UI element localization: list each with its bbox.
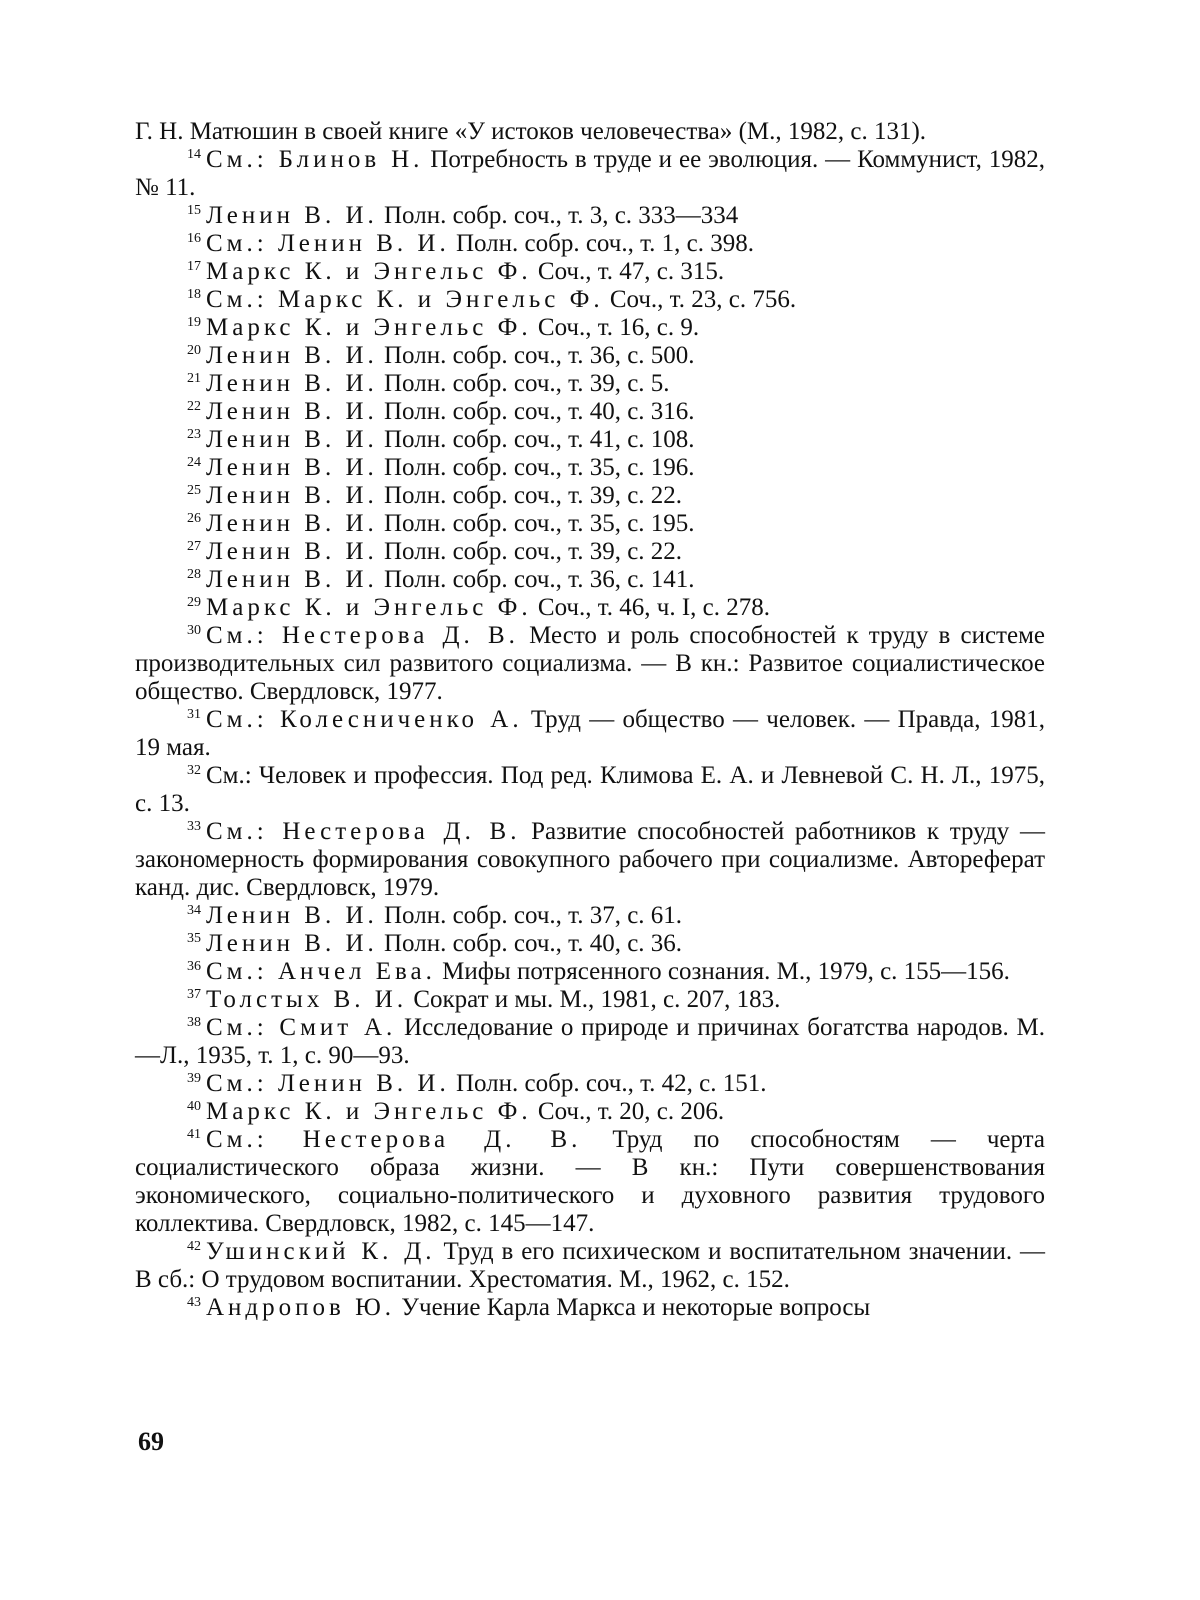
footnote-text: Развитие способностей работников к труду — закономерность формирования совокупного рабочего при социализме. Автореферат канд. дис. Свердловск, 1979. [135,818,1045,901]
footnote-text: Полн. собр. соч., т. 35, с. 195. [377,510,695,537]
footnote-author: Ленин В. И. [206,538,378,565]
footnote-author: Маркс К. и Энгельс Ф. [206,594,532,621]
footnote-text: Полн. собр. соч., т. 39, с. 5. [377,370,670,397]
footnote [135,342,1045,370]
footnote-number: 36 [187,959,201,974]
footnote-number: 23 [187,427,201,442]
footnote-number: 42 [187,1239,201,1254]
footnotes-list [135,118,1045,1322]
footnote [135,762,1045,818]
footnote-text: См.: Человек и профессия. Под ред. Климова Е. А. и Левневой С. Н. Л., 1975, с. 13. [135,762,1045,817]
footnote-text: Исследование о природе и причинах богатства народов. М.—Л., 1935, т. 1, с. 90—93. [135,1014,1045,1069]
footnote-number: 29 [187,595,201,610]
footnote-number: 16 [187,231,201,246]
footnote-text: Г. Н. Матюшин в своей книге «У истоков человечества» (М., 1982, с. 131). [135,118,927,145]
footnote-text: Место и роль способностей к труду в системе производительных сил развитого социализма. — В кн.: Развитое социалистическое общество. Свердловск, 1977. [135,622,1045,705]
footnote-number: 21 [187,371,201,386]
footnote [135,594,1045,622]
footnote [135,426,1045,454]
footnote-author: Маркс К. и Энгельс Ф. [206,258,532,285]
footnote-text: Мифы потрясенного сознания. М., 1979, с. 155—156. [435,958,1010,985]
footnote-text: Соч., т. 16, с. 9. [531,314,700,341]
footnote-author: Ленин В. И. [206,454,378,481]
footnote-text: Полн. собр. соч., т. 39, с. 22. [377,538,683,565]
footnote-author: Маркс К. и Энгельс Ф. [206,1098,532,1125]
footnote-author: Маркс К. и Энгельс Ф. [206,314,532,341]
footnote-number: 35 [187,931,201,946]
page-number: 69 [138,1427,164,1456]
footnote-text: Полн. собр. соч., т. 41, с. 108. [377,426,695,453]
footnote-text: Соч., т. 23, с. 756. [603,286,797,313]
footnote [135,454,1045,482]
footnote-number: 19 [187,315,201,330]
footnote-number: 14 [187,147,201,162]
footnote-author: Толстых В. И. [206,986,408,1013]
footnote-number: 20 [187,343,201,358]
footnote [135,986,1045,1014]
footnote-text: Полн. собр. соч., т. 3, с. 333—334 [377,202,739,229]
footnote-author: См.: Ленин В. И. [206,1070,450,1097]
footnote-text: Полн. собр. соч., т. 36, с. 141. [377,566,695,593]
footnote-number: 39 [187,1071,201,1086]
footnote-number: 28 [187,567,201,582]
footnote-author: Ленин В. И. [206,342,378,369]
footnote-author: Ушинский К. Д. [206,1238,436,1265]
footnote-author: Ленин В. И. [206,566,378,593]
footnote-number: 26 [187,511,201,526]
footnote-author: См.: Смит А. [206,1014,397,1041]
footnote [135,538,1045,566]
footnote [135,202,1045,230]
footnote-text: Труд в его психическом и воспитательном значении. — В сб.: О трудовом воспитании. Хрестоматия. М., 1962, с. 152. [135,1238,1045,1293]
footnote-author: Андропов Ю. [206,1294,396,1321]
footnote-author: Ленин В. И. [206,370,378,397]
footnote-author: Ленин В. И. [206,930,378,957]
footnote [135,902,1045,930]
footnote-text: Полн. собр. соч., т. 35, с. 196. [377,454,695,481]
footnote [135,1014,1045,1070]
footnote [135,566,1045,594]
footnote-text: Полн. собр. соч., т. 42, с. 151. [449,1070,767,1097]
footnote-text: Полн. собр. соч., т. 40, с. 316. [377,398,695,425]
footnote [135,958,1045,986]
footnote-number: 17 [187,259,201,274]
footnote [135,818,1045,902]
footnote-author: См.: Анчел Ева. [206,958,436,985]
footnote-text: Полн. собр. соч., т. 37, с. 61. [377,902,683,929]
footnote-author: См.: Блинов Н. [206,146,424,173]
footnote [135,1070,1045,1098]
footnote-number: 18 [187,287,201,302]
footnote-text: Сократ и мы. М., 1981, с. 207, 183. [407,986,781,1013]
footnote [135,622,1045,706]
footnote-text: Труд — общество — человек. — Правда, 1981, 19 мая. [135,706,1045,761]
footnote-number: 38 [187,1015,201,1030]
footnote-number: 40 [187,1099,201,1114]
footnote-number: 41 [187,1127,201,1142]
footnote [135,510,1045,538]
footnote [135,930,1045,958]
footnote-text: Соч., т. 20, с. 206. [531,1098,725,1125]
footnote-text: Полн. собр. соч., т. 1, с. 398. [449,230,754,257]
footnote-number: 31 [187,707,201,722]
footnote-author: См.: Ленин В. И. [206,230,450,257]
footnote-author: Ленин В. И. [206,426,378,453]
footnote-text: Полн. собр. соч., т. 39, с. 22. [377,482,683,509]
footnote-number: 32 [187,763,201,778]
footnote [135,1098,1045,1126]
footnote [135,482,1045,510]
footnote-number: 33 [187,819,201,834]
footnote [135,706,1045,762]
footnote [135,146,1045,202]
footnote-text: Труд по способностям — черта социалистического образа жизни. — В кн.: Пути совершенствования экономического, социально-политического и духовного развития трудового коллектива. Свердловск, 1982, с. 145—147. [135,1126,1045,1237]
footnote [135,118,1045,146]
footnote-author: Ленин В. И. [206,398,378,425]
footnote-author: Ленин В. И. [206,902,378,929]
footnote [135,1294,1045,1322]
footnote-author: См.: Колесниченко А. [206,706,523,733]
footnote [135,370,1045,398]
footnote-author: См.: Нестерова Д. В. [206,622,519,649]
footnote-text: Учение Карла Маркса и некоторые вопросы [395,1294,871,1321]
footnote-text: Соч., т. 47, с. 315. [531,258,725,285]
footnote-author: Ленин В. И. [206,202,378,229]
footnote-number: 24 [187,455,201,470]
footnote-number: 25 [187,483,201,498]
footnote-author: Ленин В. И. [206,510,378,537]
footnote [135,314,1045,342]
footnote-author: Ленин В. И. [206,482,378,509]
footnote-number: 37 [187,987,201,1002]
footnote [135,286,1045,314]
footnote-author: См.: Нестерова Д. В. [206,818,521,845]
footnote-number: 15 [187,203,201,218]
footnote [135,258,1045,286]
footnote [135,1126,1045,1238]
footnote-text: Полн. собр. соч., т. 36, с. 500. [377,342,695,369]
footnote [135,230,1045,258]
footnote-number: 30 [187,623,201,638]
footnote [135,1238,1045,1294]
footnote-author: См.: Нестерова Д. В. [206,1126,582,1153]
footnote-number: 43 [187,1295,201,1310]
footnote-number: 34 [187,903,201,918]
footnote-author: См.: Маркс К. и Энгельс Ф. [206,286,604,313]
footnote-text: Соч., т. 46, ч. I, с. 278. [531,594,771,621]
footnote-number: 27 [187,539,201,554]
footnote-number: 22 [187,399,201,414]
footnote-text: Потребность в труде и ее эволюция. — Коммунист, 1982, № 11. [135,146,1045,201]
footnote [135,398,1045,426]
footnote-text: Полн. собр. соч., т. 40, с. 36. [377,930,683,957]
